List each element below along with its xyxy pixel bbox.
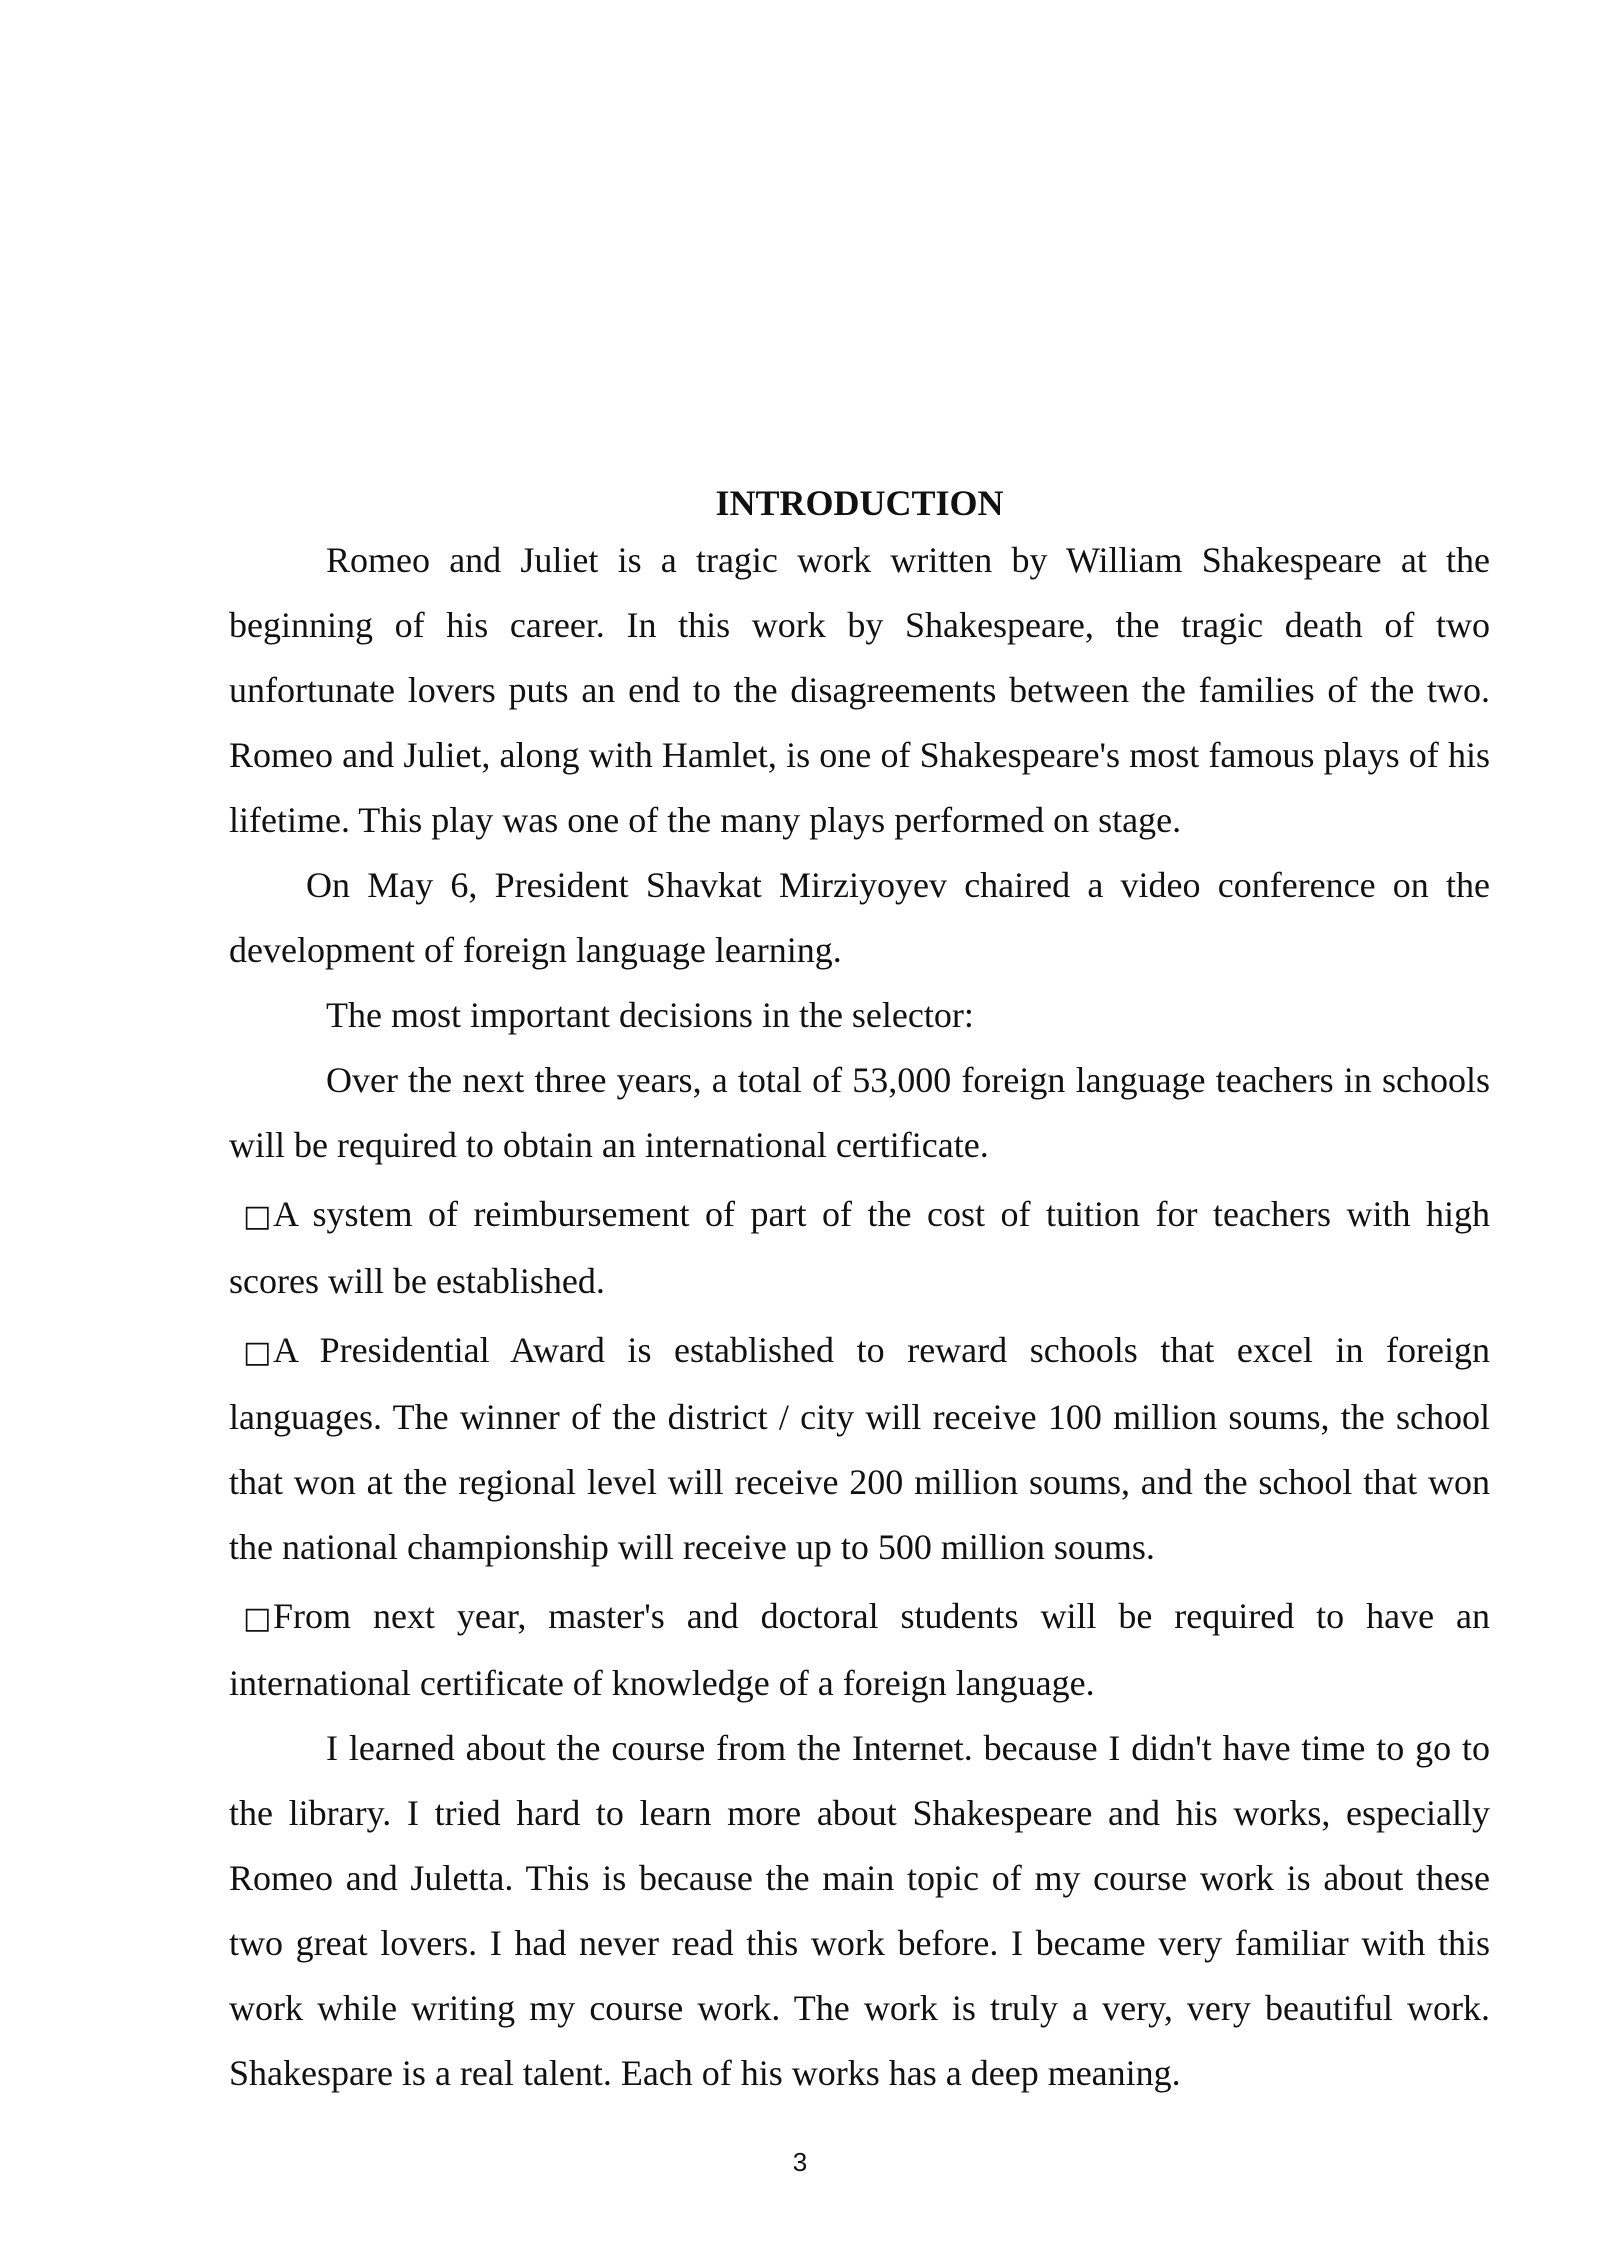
intro-paragraph: Romeo and Juliet is a tragic work written by William Shakespeare at the beginning of his career. In this work by Shakespeare, the tragic death of two unfortunate lovers puts an end to the disagreements between the families of the two. Romeo and Juliet, along with Hamlet, is one of Shakespeare's most famous plays of his lifetime. This play was one of the many plays performed on stage. [229,540,1490,840]
bullet-item [229,1318,1490,1580]
section-title: INTRODUCTION [715,483,1004,523]
bullet-text: From next year, master's and doctoral students will be required to have an international certificate of knowledge of a foreign language. [229,1596,1490,1703]
bullet-text: A Presidential Award is established to reward schools that excel in foreign languages. The winner of the district / city will receive 100 million soums, the school that won at the regional level will receive 200 million soums, and the school that won the national championship will receive up to 500 million soums. [229,1330,1490,1567]
bullet-item [229,1584,1490,1716]
page-number: 3 [792,2147,808,2177]
bullet-text: A system of reimbursement of part of the cost of tuition for teachers with high scores will be established. [229,1194,1490,1301]
document-body [229,478,1490,2106]
bullet-item [229,1182,1490,1314]
checkbox-bullet-icon: □ [243,1335,272,1370]
teachers-certificate-paragraph: Over the next three years, a total of 53,000 foreign language teachers in schools will be required to obtain an international certificate. [229,1060,1490,1165]
checkbox-bullet-icon: □ [243,1601,272,1636]
closing-paragraph: I learned about the course from the Internet. because I didn't have time to go to the library. I tried hard to learn more about Shakespeare and his works, especially Romeo and Juletta. This is because the main topic of my course work is about these two great lovers. I had never read this work before. I became very familiar with this work while writing my course work. The work is truly a very, very beautiful work. Shakespare is a real talent. Each of his works has a deep meaning. [229,1728,1490,2093]
decisions-heading-paragraph: The most important decisions in the selector: [326,995,974,1035]
checkbox-bullet-icon: □ [243,1199,272,1234]
conference-paragraph: On May 6, President Shavkat Mirziyoyev chaired a video conference on the development of foreign language learning. [229,865,1490,970]
